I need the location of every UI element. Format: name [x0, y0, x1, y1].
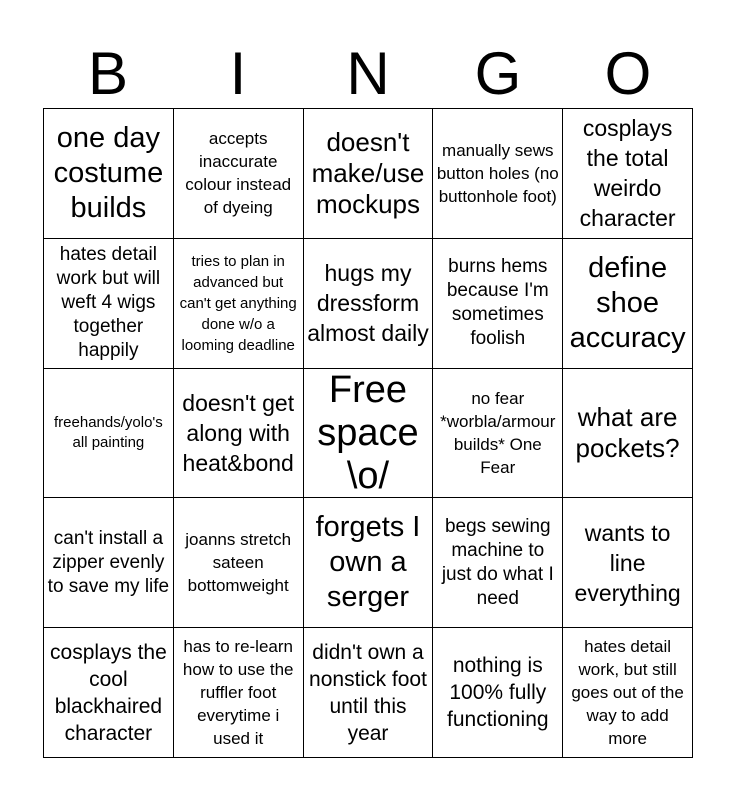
bingo-cell[interactable]: [304, 109, 434, 239]
cell-text: what are pockets?: [575, 401, 680, 463]
cell-text: forgets I own a serger: [315, 511, 421, 614]
cell-text: joanns stretch sateen bottomweight: [185, 530, 292, 596]
bingo-cell[interactable]: [44, 239, 174, 369]
free-space-cell[interactable]: [304, 369, 434, 499]
cell-text: can't install a zipper evenly to save my life: [47, 527, 170, 597]
cell-text: begs sewing machine to just do what I need: [441, 515, 554, 609]
bingo-cell[interactable]: [44, 628, 174, 758]
bingo-header: [43, 40, 693, 108]
header-letter-g: G: [474, 40, 522, 107]
bingo-cell[interactable]: [44, 369, 174, 499]
bingo-cell[interactable]: [304, 498, 434, 628]
cell-text: hates detail work, but still goes out of the way to add more: [571, 637, 684, 749]
bingo-cell[interactable]: [304, 239, 434, 369]
cell-text: accepts inaccurate colour instead of dyeing: [185, 129, 292, 218]
cell-text: didn't own a nonstick foot until this year: [309, 640, 427, 745]
bingo-cell[interactable]: [433, 109, 563, 239]
bingo-cell[interactable]: [304, 628, 434, 758]
cell-text: cosplays the total weirdo character: [579, 115, 676, 232]
cell-text: no fear *worbla/armour builds* One Fear: [440, 388, 556, 477]
header-letter-o: O: [604, 40, 652, 107]
bingo-cell[interactable]: [44, 498, 174, 628]
bingo-cell[interactable]: [433, 628, 563, 758]
header-letter-n: N: [346, 40, 390, 107]
bingo-cell[interactable]: [174, 628, 304, 758]
cell-text: doesn't get along with heat&bond: [182, 389, 295, 476]
bingo-cell[interactable]: [433, 369, 563, 499]
bingo-cell[interactable]: [174, 109, 304, 239]
header-letter-i: I: [229, 40, 247, 107]
cell-text: hates detail work but will weft 4 wigs together happily: [56, 244, 161, 362]
bingo-cell[interactable]: [174, 369, 304, 499]
bingo-cell[interactable]: [563, 369, 693, 499]
cell-text: cosplays the cool blackhaired character: [50, 640, 167, 745]
bingo-cell[interactable]: [44, 109, 174, 239]
bingo-cell[interactable]: [174, 239, 304, 369]
cell-text: nothing is 100% fully functioning: [447, 654, 549, 732]
cell-text: manually sews button holes (no buttonhole foot): [436, 140, 559, 206]
cell-text: burns hems because I'm sometimes foolish: [446, 256, 549, 350]
bingo-cell[interactable]: [174, 498, 304, 628]
bingo-cell[interactable]: [563, 239, 693, 369]
cell-text: tries to plan in advanced but can't get anything done w/o a looming deadline: [179, 252, 297, 354]
cell-text: Free space \o/: [317, 368, 419, 497]
cell-text: freehands/yolo's all painting: [54, 413, 163, 451]
cell-text: define shoe accuracy: [569, 251, 686, 354]
bingo-cell[interactable]: [433, 498, 563, 628]
bingo-cell[interactable]: [563, 628, 693, 758]
bingo-cell[interactable]: [563, 498, 693, 628]
cell-text: doesn't make/use mockups: [311, 126, 425, 219]
cell-text: has to re-learn how to use the ruffler foot everytime i used it: [182, 637, 294, 749]
bingo-cell[interactable]: [433, 239, 563, 369]
header-letter-b: B: [87, 40, 129, 107]
bingo-cell[interactable]: [563, 109, 693, 239]
bingo-board: [43, 108, 693, 758]
cell-text: one day costume builds: [53, 121, 164, 224]
cell-text: hugs my dressform almost daily: [307, 260, 429, 347]
cell-text: wants to line everything: [574, 519, 681, 606]
